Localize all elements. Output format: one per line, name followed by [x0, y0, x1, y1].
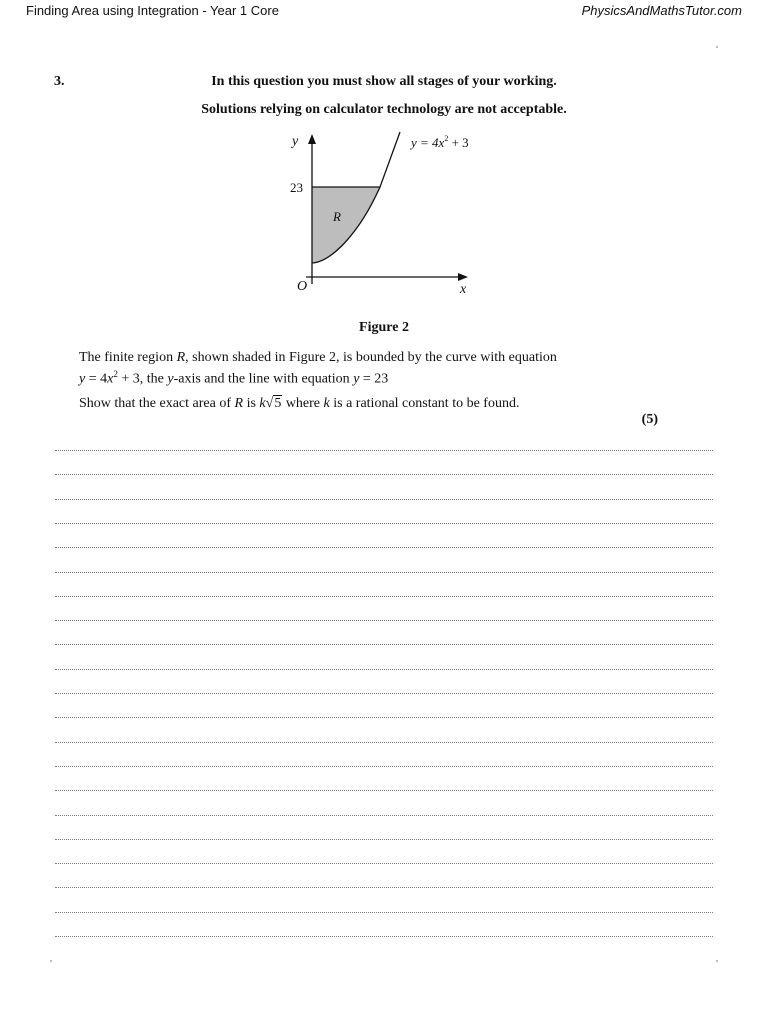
answer-line[interactable]: [55, 547, 713, 548]
answer-line[interactable]: [55, 596, 713, 597]
answer-line[interactable]: [55, 620, 713, 621]
figure-caption: Figure 2: [359, 320, 409, 335]
x-axis-label: x: [460, 282, 467, 297]
answer-line[interactable]: [55, 644, 713, 645]
answer-line[interactable]: [55, 742, 713, 743]
y-tick-23: 23: [290, 180, 303, 195]
answer-line[interactable]: [55, 693, 713, 694]
instruction-show-working: In this question you must show all stages of your working.: [211, 74, 557, 89]
page-corner-mark: [50, 960, 52, 962]
page-corner-mark: [716, 46, 718, 48]
answer-line[interactable]: [55, 669, 713, 670]
figure-2-graph: [270, 126, 500, 298]
y-axis-label: y: [292, 134, 299, 149]
answer-line[interactable]: [55, 450, 713, 451]
answer-line[interactable]: [55, 499, 713, 500]
header-site-name[interactable]: PhysicsAndMathsTutor.com: [581, 3, 742, 18]
question-paragraph-task: Show that the exact area of R is k√5 where k is a rational constant to be found.: [79, 396, 520, 411]
answer-line[interactable]: [55, 766, 713, 767]
answer-line[interactable]: [55, 863, 713, 864]
marks-available: (5): [641, 412, 658, 427]
answer-line[interactable]: [55, 887, 713, 888]
answer-line[interactable]: [55, 839, 713, 840]
shaded-region-r: [312, 187, 380, 263]
answer-line[interactable]: [55, 572, 713, 573]
answer-line[interactable]: [55, 912, 713, 913]
answer-line[interactable]: [55, 790, 713, 791]
instruction-no-calculator: Solutions relying on calculator technology are not acceptable.: [201, 102, 567, 117]
answer-line[interactable]: [55, 523, 713, 524]
answer-line[interactable]: [55, 717, 713, 718]
page-corner-mark: [716, 960, 718, 962]
answer-line[interactable]: [55, 936, 713, 937]
x-axis-arrow: [458, 273, 468, 281]
y-axis-arrow: [308, 134, 316, 144]
curve-equation-label: $y = 4x^2 + 3$: [411, 134, 469, 150]
question-number: 3.: [54, 74, 65, 89]
header-title: Finding Area using Integration - Year 1 Core: [26, 3, 279, 18]
origin-label: O: [297, 279, 308, 294]
sqrt-5: √5: [265, 396, 282, 411]
answer-line[interactable]: [55, 474, 713, 475]
answer-line[interactable]: [55, 815, 713, 816]
region-label-r: R: [333, 209, 341, 224]
question-paragraph-region: The finite region R, shown shaded in Figure 2, is bounded by the curve with equation $y = 4x^2 + 3$, the y-axis and the line with equation y = 23: [79, 350, 557, 387]
